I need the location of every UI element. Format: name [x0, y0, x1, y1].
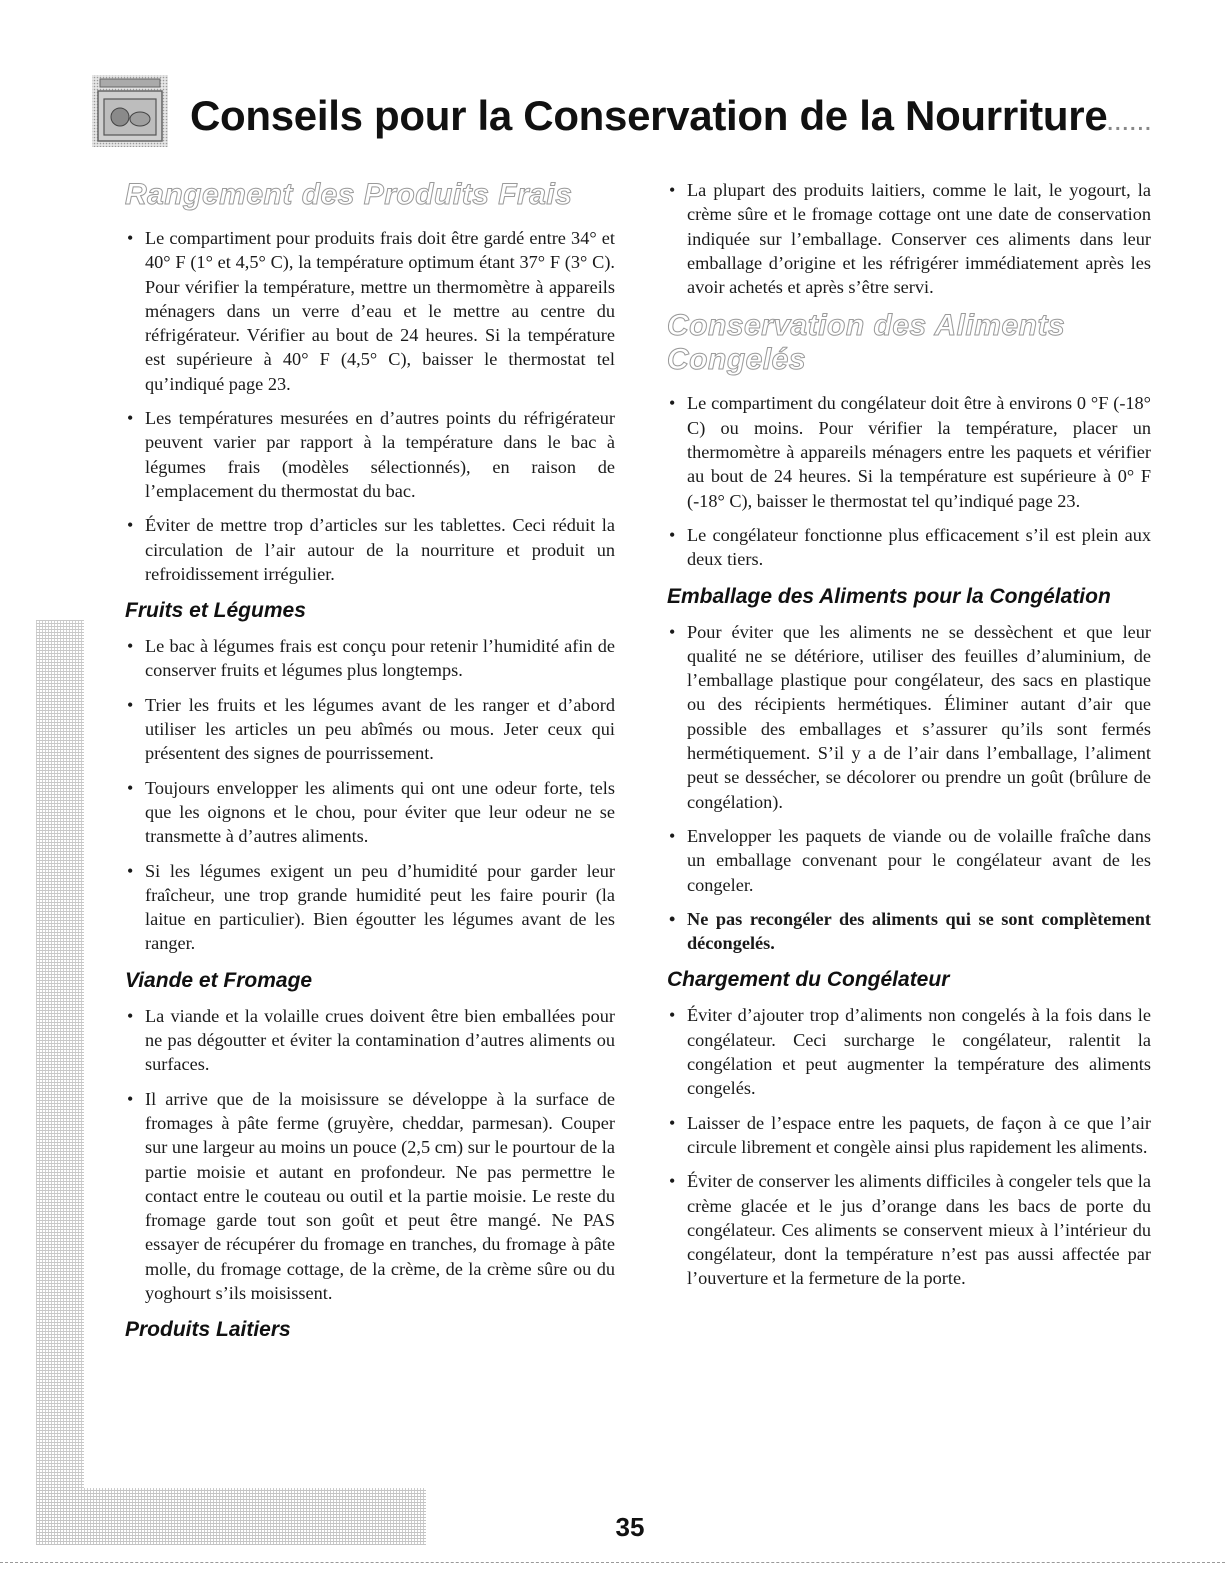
subtitle-viande: Viande et Fromage — [125, 968, 313, 992]
list-item: • Éviter de mettre trop d’articles sur les tablettes. Ceci réduit la circulation de l’air autour de la nourriture et produit un refroidissement irrégulier. — [125, 513, 615, 586]
list-item: • La plupart des produits laitiers, comme le lait, le yogourt, la crème sûre et le fromage cottage ont une date de conservation indiquée sur l’emballage. Conserver ces aliments dans leur emballage d’origine et les réfrigérer immédiatement après les avoir achetés et après s’être servi. — [667, 178, 1151, 299]
list-item: • Le compartiment du congélateur doit être à environs 0 °F (-18° C) ou moins. Pour vérifier la température, placer un thermomètre à appareils ménagers entre les paquets et vérifier au bout de 24 heures. Si la température est supérieure à 0° F (-18° C), baisser le thermostat tel qu’indiqué page 23. — [667, 391, 1151, 512]
list-item: • Il arrive que de la moisissure se développe à la surface de fromages à pâte ferme (gruyère, cheddar, parmesan). Couper sur une largeur au moins un pouce (2,5 cm) sur le pourtour de la partie moisie et autant en profondeur. Ne pas permettre le contact entre le couteau ou outil et la partie moisie. Le reste du fromage garde tout son goût et peut être mangé. Ne PAS essayer de récupérer du fromage en tranches, du fromage à pâte molle, du fromage cottage, de la crème, de la crème sûre ou du yoghourt s’ils moisissent. — [125, 1087, 615, 1306]
emballage-list — [667, 620, 1151, 956]
subtitle-fruits: Fruits et Légumes — [125, 599, 306, 623]
list-item: • Le bac à légumes frais est conçu pour retenir l’humidité afin de conserver fruits et légumes plus longtemps. — [125, 634, 615, 683]
list-item: • Toujours envelopper les aliments qui ont une odeur forte, tels que les oignons et le chou, pour éviter que leur odeur ne se transmette à d’autres aliments. — [125, 776, 615, 849]
page-header — [80, 70, 1200, 155]
list-item: • Envelopper les paquets de viande ou de volaille fraîche dans un emballage convenant pour le congélateur avant de les congeler. — [667, 824, 1151, 897]
left-column — [125, 178, 615, 1353]
viande-list — [125, 1004, 615, 1306]
page-title — [190, 92, 1153, 140]
list-item: • Le compartiment pour produits frais doit être gardé entre 34° et 40° F (1° et 4,5° C), la température optimum étant 37° F (3° C). Pour vérifier la température, mettre un thermomètre à appareils ménagers dans un verre d’eau et le mettre au centre du réfrigérateur. Vérifier au bout de 24 heures. Si la température est supérieure à 40° F (4,5° C), baisser le thermostat tel qu’indiqué page 23. — [125, 226, 615, 396]
list-item: • Les températures mesurées en d’autres points du réfrigérateur peuvent varier par rapport à la température dans le bac à légumes frais (modèles sélectionnés), en raison de l’emplacement du thermostat du bac. — [125, 406, 615, 503]
fridge-interior-icon — [90, 73, 170, 149]
rangement-list — [125, 226, 615, 586]
section-title-rangement: Rangement des Produits Frais — [125, 178, 573, 211]
subtitle-chargement: Chargement du Congélateur — [667, 968, 950, 992]
subtitle-emballage: Emballage des Aliments pour la Congélation — [667, 584, 1111, 608]
chargement-list — [667, 1003, 1151, 1290]
bottom-rule — [0, 1562, 1225, 1563]
subtitle-laitiers: Produits Laitiers — [125, 1318, 291, 1342]
conservation-list — [667, 391, 1151, 571]
decorative-stripe-bottom — [36, 1488, 426, 1545]
right-column — [667, 178, 1151, 1301]
page-number: 35 — [615, 1512, 645, 1542]
laitiers-list — [667, 178, 1151, 299]
list-item: • Si les légumes exigent un peu d’humidité pour garder leur fraîcheur, une trop grande humidité peut les faire pourir (la laitue en particulier). Bien égoutter les légumes avant de les ranger. — [125, 859, 615, 956]
list-item: • Pour éviter que les aliments ne se dessèchent et que leur qualité ne se détériore, utiliser des feuilles d’aluminium, de l’emballage plastique pour congélateur, des sacs en plastique ou des récipients hermétiques. Éliminer autant d’air que possible des emballages et s’assurer qu’ils sont fermés hermétiquement. S’il y a de l’air dans l’emballage, l’aliment peut se dessécher, se décolorer ou prendre un goût (brûlure de congélation). — [667, 620, 1151, 814]
page-title-text: Conseils pour la Conservation de la Nourriture — [190, 92, 1108, 139]
title-dots: ...... — [1107, 113, 1153, 135]
list-item: • Trier les fruits et les légumes avant de les ranger et d’abord utiliser les articles un peu abîmés ou mous. Jeter ceux qui présentent des signes de pourrissement. — [125, 693, 615, 766]
list-item: • Éviter d’ajouter trop d’aliments non congelés à la fois dans le congélateur. Ceci surcharge le congélateur, ralentit la congélation et peut augmenter la température des aliments congelés. — [667, 1003, 1151, 1100]
section-title-conservation: Conservation des Aliments Congelés — [667, 309, 1066, 377]
list-item: • Le congélateur fonctionne plus efficacement s’il est plein aux deux tiers. — [667, 523, 1151, 572]
decorative-stripe-left — [36, 620, 84, 1545]
list-item: • La viande et la volaille crues doivent être bien emballées pour ne pas dégoutter et éviter la contamination d’autres aliments ou surfaces. — [125, 1004, 615, 1077]
list-item: • Éviter de conserver les aliments difficiles à congeler tels que la crème glacée et le jus d’orange dans les bacs de porte du congélateur. Ces aliments se conservent mieux à l’intérieur du congélateur, dont la température n’est pas aussi affectée par l’ouverture et la fermeture de la porte. — [667, 1169, 1151, 1290]
fruits-list — [125, 634, 615, 956]
warning-list-item: • Ne pas recongéler des aliments qui se sont complètement décongelés. — [667, 907, 1151, 956]
list-item: • Laisser de l’espace entre les paquets, de façon à ce que l’air circule librement et congèle ainsi plus rapidement les aliments. — [667, 1111, 1151, 1160]
